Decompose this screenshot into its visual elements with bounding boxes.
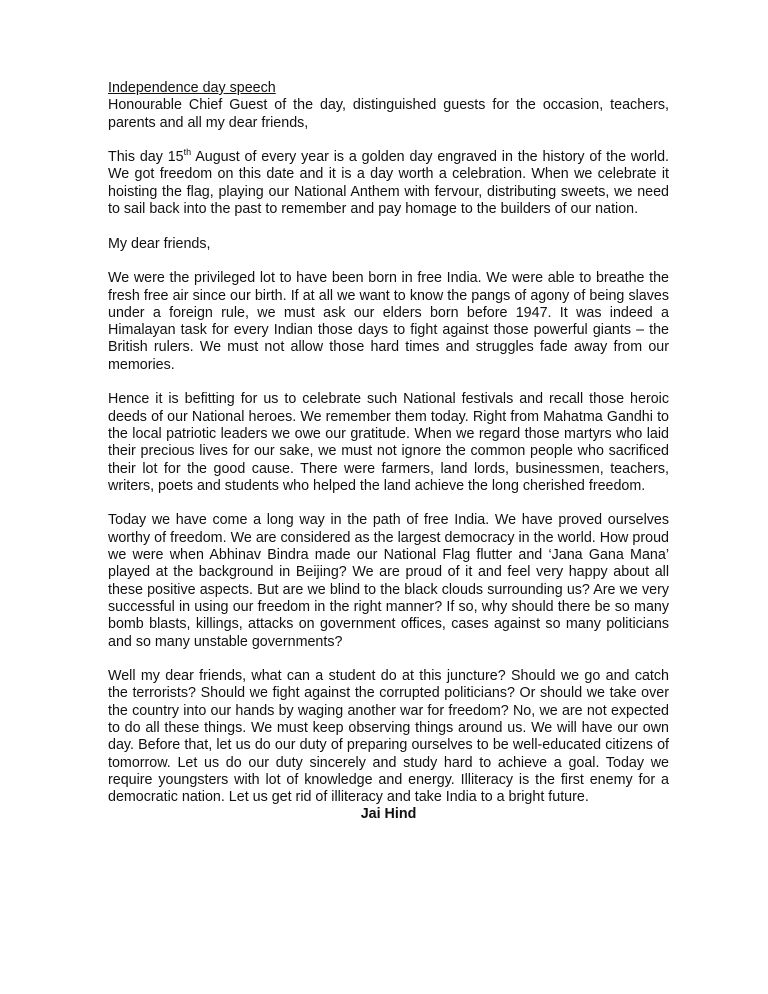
speech-title: Independence day speech bbox=[108, 80, 276, 96]
student-duty-paragraph: Well my dear friends, what can a student do at this juncture? Should we go and catch the terrorists? Should we fight against the corrupted politicians? Or should we take over the country into our hands by waging another war for freedom? No, we are not expected to do all these things. We must keep observing things around us. We will have our own day. Before that, let us do our duty of preparing ourselves to be well-educated citizens of tomorrow. Let us do our duty sincerely and study hard to achieve a goal. Today we require youngsters with lot of knowledge and energy. Illiteracy is the first enemy for a democratic nation. Let us get rid of illiteracy and take India to a bright future. bbox=[108, 668, 669, 806]
closing-line: Jai Hind bbox=[360, 806, 417, 823]
progress-paragraph: Today we have come a long way in the path of free India. We have proved ourselves worthy of freedom. We are considered as the largest democracy in the world. How proud we were when Abhinav Bindra made our National Flag flutter and ‘Jana Gana Mana’ played at the background in Beijing? We are proud of it and feel very happy about all these positive aspects. But are we blind to the black clouds surrounding us? Are we very successful in using our freedom in the right manner? If so, why should there be so many bomb blasts, killings, attacks on government offices, cases against so many politicians and so many unstable governments? bbox=[108, 512, 669, 650]
date-paragraph-start: This day 15 bbox=[108, 149, 184, 166]
date-paragraph-rest: August of every year is a golden day engraved in the history of the world. We got freedom on this date and it is a day worth a celebration. When we celebrate it hoisting the flag, playing our National Anthem with fervour, distributing sweets, we need to sail back into the past to remember and pay homage to the builders of our nation. bbox=[108, 149, 669, 218]
ordinal-superscript: th bbox=[183, 147, 192, 158]
address-paragraph: My dear friends, bbox=[108, 235, 211, 252]
document-page bbox=[108, 80, 669, 824]
freedom-paragraph: We were the privileged lot to have been born in free India. We were able to breathe the fresh free air since our birth. If at all we want to know the pangs of agony of being slaves under a foreign rule, we must ask our elders born before 1947. It was indeed a Himalayan task for every Indian those days to fight against those powerful giants – the British rulers. We must not allow those hard times and struggles fade away from our memories. bbox=[108, 270, 669, 373]
greeting-paragraph: Honourable Chief Guest of the day, distinguished guests for the occasion, teachers, parents and all my dear friends, bbox=[108, 97, 669, 131]
heroes-paragraph: Hence it is befitting for us to celebrate such National festivals and recall those heroic deeds of our National heroes. We remember them today. Right from Mahatma Gandhi to the local patriotic leaders we owe our gratitude. When we regard those martyrs who laid their precious lives for our sake, we must not ignore the common people who sacrificed their lot for the good cause. There were farmers, land lords, businessmen, teachers, writers, poets and students who helped the land achieve the long cherished freedom. bbox=[108, 391, 669, 494]
date-paragraph bbox=[108, 149, 669, 218]
